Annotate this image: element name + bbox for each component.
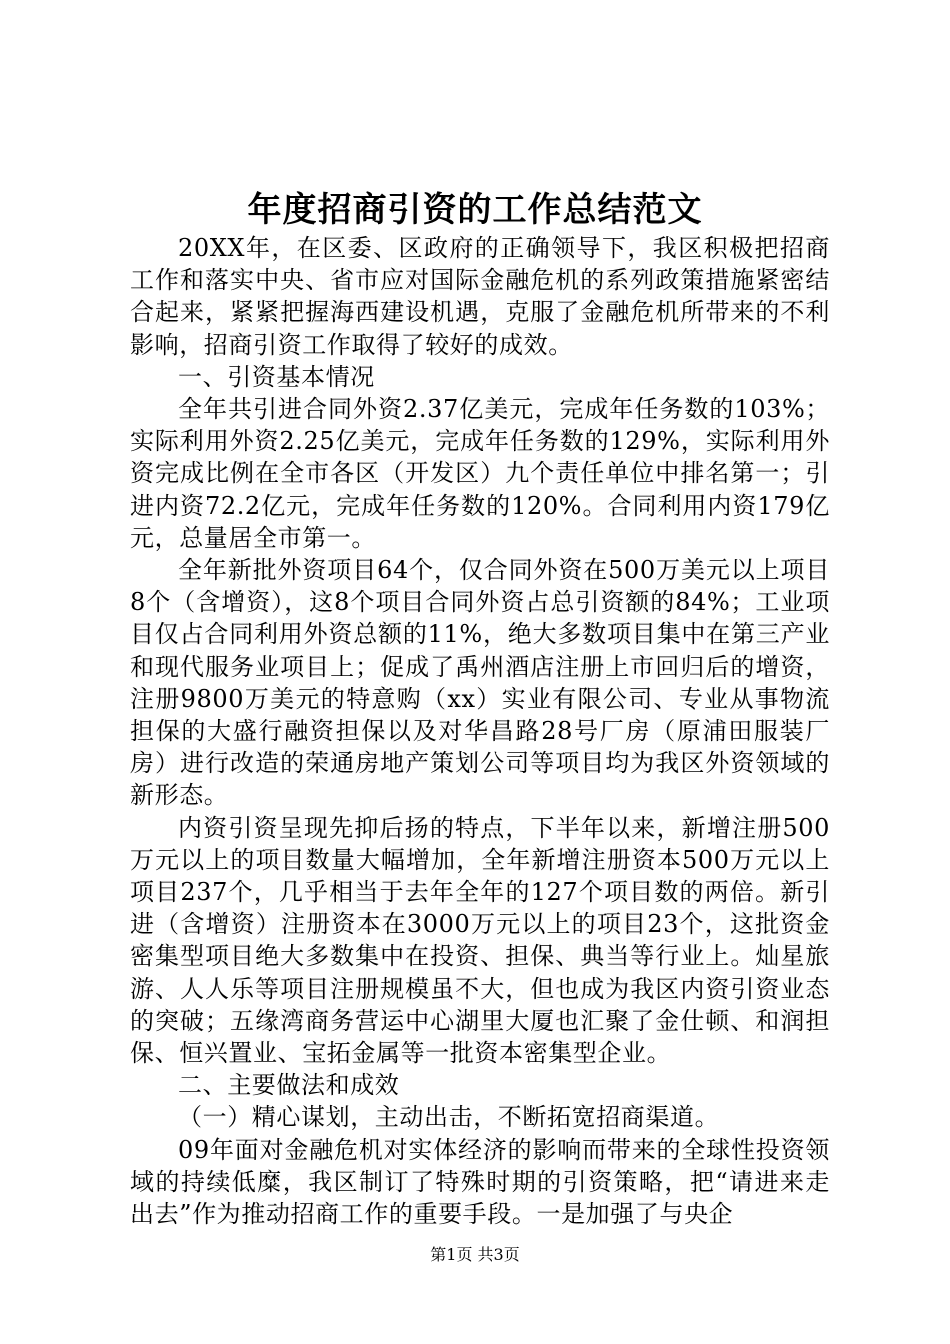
- paragraph-intro: 20XX年，在区委、区政府的正确领导下，我区积极把招商工作和落实中央、省市应对国际金融危机的系列政策措施紧密结合起来，紧紧把握海西建设机遇，克服了金融危机所带来的不利影响，招商引资工作取得了较好的成效。: [130, 234, 830, 359]
- paragraph-strategy: 09年面对金融危机对实体经济的影响而带来的全球性投资领域的持续低糜，我区制订了特殊时期的引资策略，把“请进来走出去”作为推动招商工作的重要手段。一是加强了与央企: [130, 1135, 830, 1229]
- paragraph-foreign-projects: 全年新批外资项目64个，仅合同外资在500万美元以上项目8个（含增资），这8个项目合同外资占总引资额的84%；工业项目仅占合同利用外资总额的11%，绝大多数项目集中在第三产业和现代服务业项目上；促成了禹州酒店注册上市回归后的增资，注册9800万美元的特意购（xx）实业有限公司、专业从事物流担保的大盛行融资担保以及对华昌路28号厂房（原浦田服装厂房）进行改造的荣通房地产策划公司等项目均为我区外资领域的新形态。: [130, 556, 830, 810]
- subsection-heading-planning: （一）精心谋划，主动出击，不断拓宽招商渠道。: [178, 1103, 720, 1132]
- document-title: 年度招商引资的工作总结范文: [247, 190, 703, 230]
- paragraph-domestic-investment: 内资引资呈现先抑后扬的特点，下半年以来，新增注册500万元以上的项目数量大幅增加，全年新增注册资本500万元以上项目237个，几乎相当于去年全年的127个项目数的两倍。新引进（含增资）注册资本在3000万元以上的项目23个，这批资金密集型项目绝大多数集中在投资、担保、典当等行业上。灿星旅游、人人乐等项目注册规模虽不大，但也成为我区内资引资业态的突破；五缘湾商务营运中心湖里大厦也汇聚了金仕顿、和润担保、恒兴置业、宝拓金属等一批资本密集型企业。: [130, 813, 830, 1068]
- document-body: [130, 232, 830, 1230]
- paragraph-investment-totals: 全年共引进合同外资2.37亿美元，完成年任务数的103%；实际利用外资2.25亿美元，完成年任务数的129%，实际利用外资完成比例在全市各区（开发区）九个责任单位中排名第一；引进内资72.2亿元，完成年任务数的120%。合同利用内资179亿元，总量居全市第一。: [130, 395, 830, 552]
- section-heading-main-practices: 二、主要做法和成效: [178, 1071, 400, 1100]
- page-footer: 第1页 共3页: [430, 1245, 520, 1264]
- section-heading-basic-situation: 一、引资基本情况: [178, 362, 375, 391]
